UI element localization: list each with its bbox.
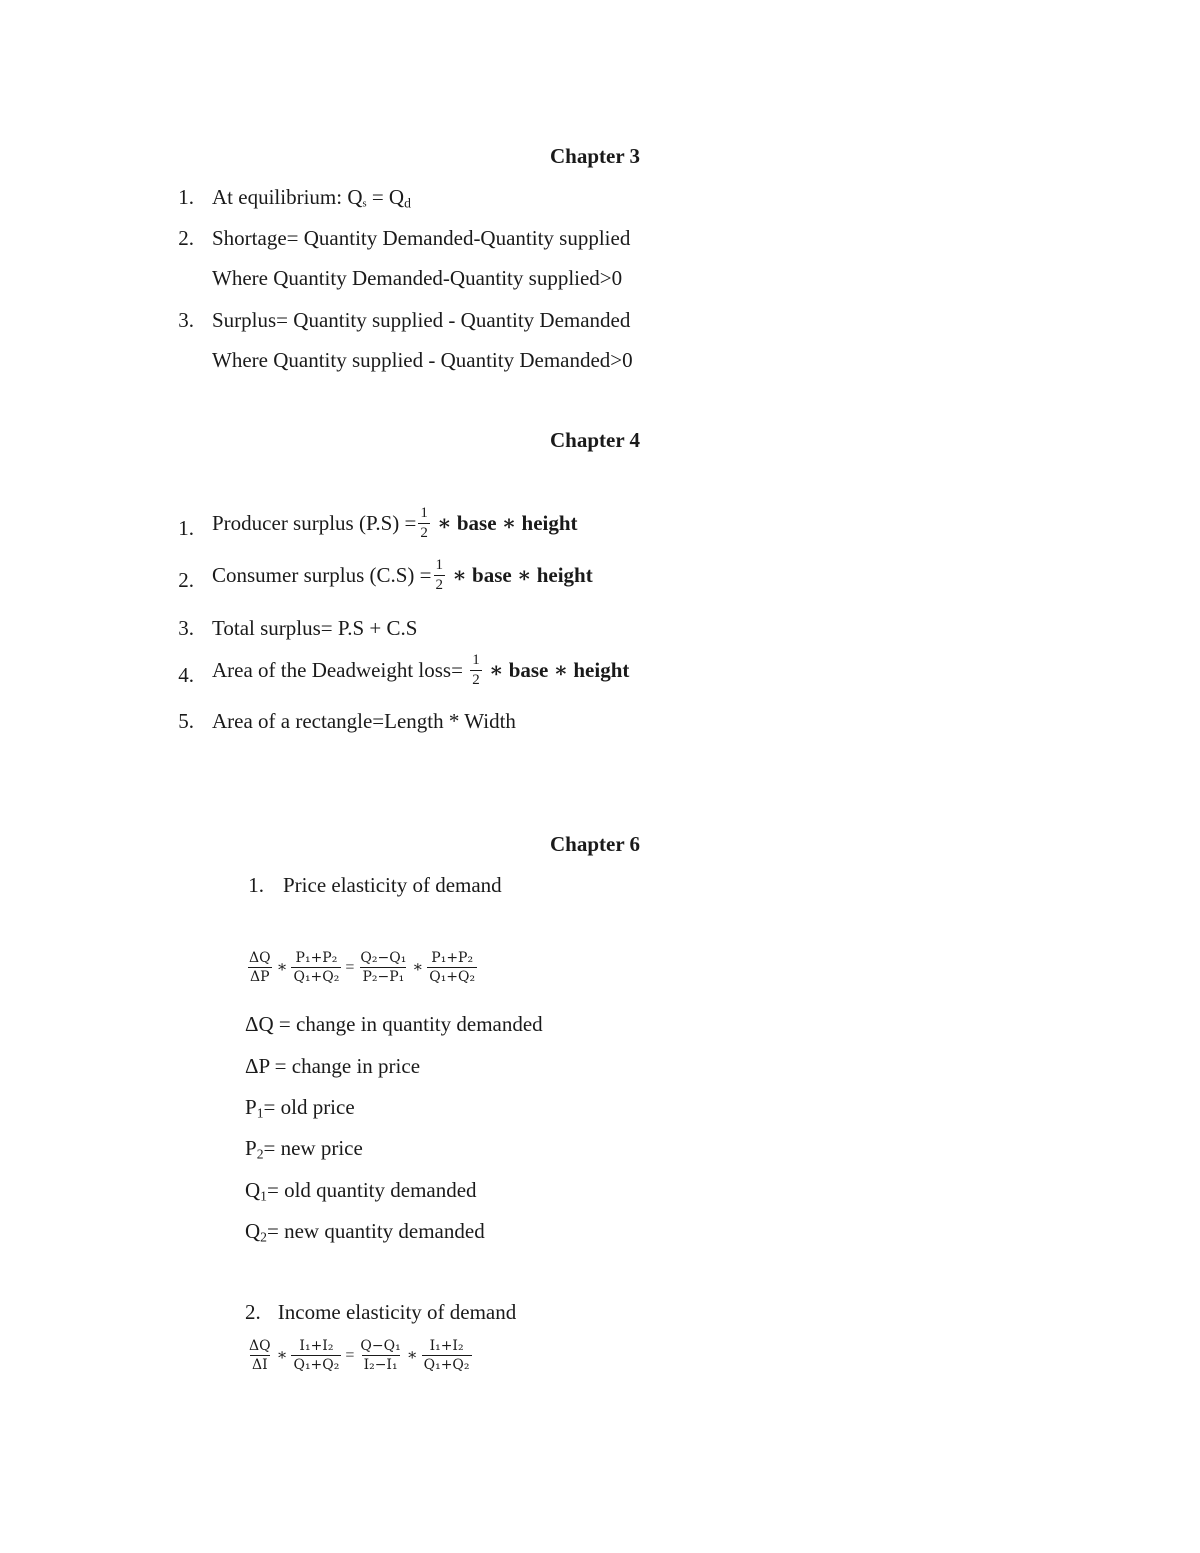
list-number: 2. bbox=[178, 568, 194, 592]
chapter4-heading: Chapter 4 bbox=[550, 428, 641, 452]
deadweight-loss-line: Area of the Deadweight loss= $\frac{1}{2}$ ∗ base ∗ height bbox=[212, 652, 630, 688]
surplus-condition: Where Quantity supplied - Quantity Demanded>0 bbox=[212, 348, 633, 372]
chapter6-heading: Chapter 6 bbox=[550, 832, 641, 856]
equilibrium-line: At equilibrium: $Q_s = Q_d$ bbox=[212, 185, 411, 211]
definition-delta-q: ΔQ = change in quantity demanded bbox=[245, 1012, 543, 1036]
list-number: 5. bbox=[178, 709, 194, 733]
definition-p1: $P_1=$ old price bbox=[245, 1095, 355, 1121]
list-number: 3. bbox=[178, 616, 194, 640]
definition-q1: $Q_1=$ old quantity demanded bbox=[245, 1178, 477, 1204]
list-number: 1. bbox=[178, 185, 194, 209]
list-number: 1. bbox=[248, 873, 264, 897]
shortage-condition: Where Quantity Demanded-Quantity supplied>0 bbox=[212, 266, 623, 290]
definition-q2: $Q_2=$ new quantity demanded bbox=[245, 1219, 485, 1245]
consumer-surplus-line: Consumer surplus (C.S) = $\frac{1}{2}$ ∗ base ∗ height bbox=[212, 557, 593, 593]
list-number: 1. bbox=[178, 516, 194, 540]
producer-surplus-line: Producer surplus (P.S) = $\frac{1}{2}$ ∗ base ∗ height bbox=[212, 505, 578, 541]
income-elasticity-formula: $\frac{\Delta Q}{\Delta I}$ ∗ $\frac{\text{I₁+I₂}}{\text{Q₁+Q₂}}$ = $\frac{\text{Q−Q₁}}{\text{I₂−I₁}}$ ∗ $\frac{\text{I₁+I₂}}{\text{Q₁+Q₂}}$ bbox=[249, 1338, 470, 1373]
list-number: 4. bbox=[178, 663, 194, 687]
rectangle-area-line: Area of a rectangle=Length * Width bbox=[212, 709, 516, 733]
definition-delta-p: ΔP = change in price bbox=[245, 1054, 421, 1078]
list-number: 2. bbox=[178, 226, 194, 250]
surplus-line: Surplus= Quantity supplied - Quantity Demanded bbox=[212, 308, 631, 332]
definition-p2: $P_2=$ new price bbox=[245, 1136, 363, 1162]
price-elasticity-label: Price elasticity of demand bbox=[283, 873, 502, 897]
list-number: 3. bbox=[178, 308, 194, 332]
income-elasticity-heading: 2. Income elasticity of demand bbox=[245, 1300, 517, 1324]
total-surplus-line: Total surplus= P.S + C.S bbox=[212, 616, 418, 640]
price-elasticity-formula: $\frac{\Delta Q}{\Delta P}$ ∗ $\frac{\text{P₁+P₂}}{\text{Q₁+Q₂}}$ = $\frac{\text{Q₂−Q₁}}{\text{P₂−P₁}}$ ∗ $\frac{\text{P₁+P₂}}{\text{Q₁+Q₂}}$ bbox=[249, 950, 476, 985]
chapter3-heading: Chapter 3 bbox=[550, 144, 641, 168]
shortage-line: Shortage= Quantity Demanded-Quantity supplied bbox=[212, 226, 631, 250]
